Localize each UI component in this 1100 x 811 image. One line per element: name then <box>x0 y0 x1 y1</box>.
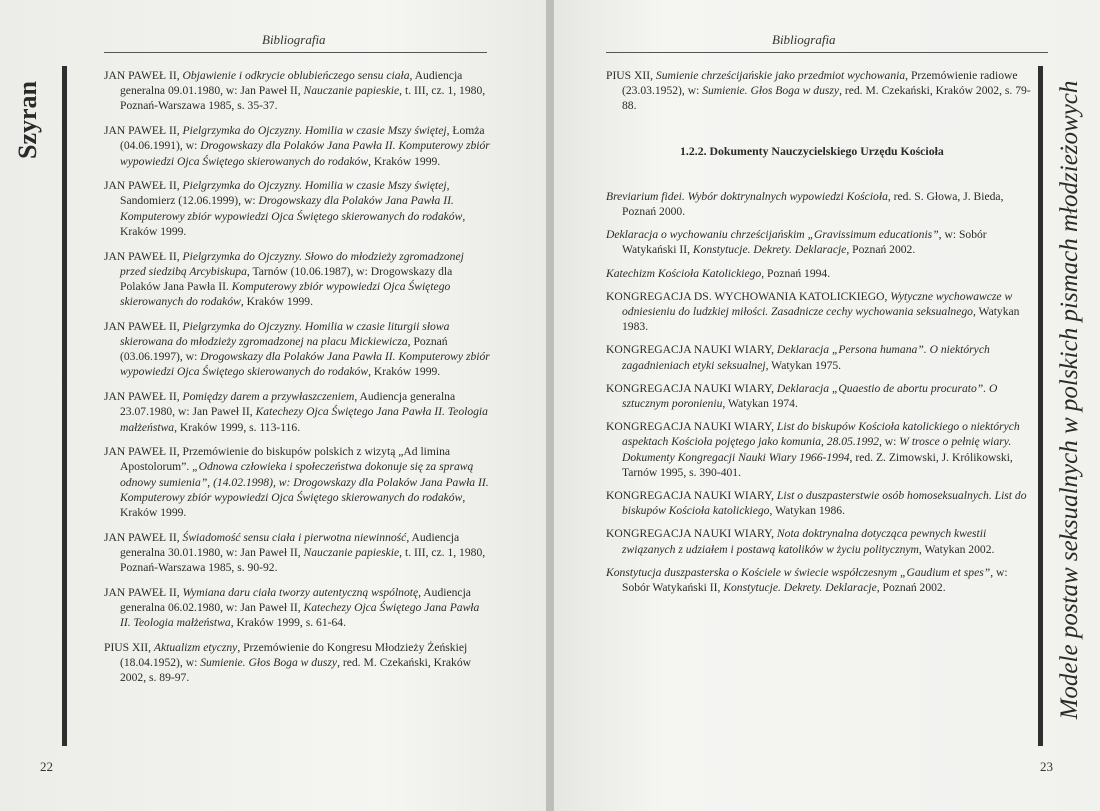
entry-rest2: , Poznań 2002. <box>846 243 916 257</box>
entry-title: Świadomość sensu ciała i pierwotna niewinność <box>182 530 407 544</box>
entry-title: Deklaracja „Persona humana”. O niektórych zagadnieniach etyki seksualnej <box>622 343 990 372</box>
entry-title2: „Odnowa człowieka i społeczeństwa dokonuje się za sprawą odnowy sumienia”, (14.02.1998), w: Drogowskazy dla Polaków Jana Pawła II. Komputerowy zbiór wypowiedzi Ojca Świętego skierowanych do rodaków <box>120 460 489 504</box>
entry-rest: , Audiencja generalna 23.07.1980, w: Jan Paweł II, <box>120 390 456 419</box>
entry-author: JAN PAWEŁ II, <box>104 249 183 263</box>
entry-title2: Drogowskazy dla Polaków Jana Pawła II. Komputerowy zbiór wypowiedzi Ojca Świętego skierowanych do rodaków <box>120 194 463 223</box>
entry-rest2: , Kraków 1999. <box>120 490 466 520</box>
entry-rest2: , Kraków 1999, s. 61-64. <box>230 616 346 630</box>
entry-rest: Przemówienie do biskupów polskich z wizytą „Ad limina Apostolorum”. <box>120 445 451 474</box>
bibliography-entry <box>104 389 490 435</box>
entry-author: PIUS XII, <box>606 69 656 82</box>
entry-rest: , Poznań (03.06.1997), w: <box>120 335 448 364</box>
entry-author: JAN PAWEŁ II, <box>104 390 183 404</box>
entry-author: JAN PAWEŁ II, <box>104 319 183 333</box>
bibliography-entry <box>104 178 490 239</box>
entry-title: Sumienie chrześcijańskie jako przedmiot wychowania <box>655 69 906 82</box>
entry-author: KONGREGACJA NAUKI WIARY, <box>606 489 777 503</box>
bibliography-entry <box>104 249 490 310</box>
bibliography-entry <box>606 266 1036 281</box>
bibliography-entry <box>606 419 1036 480</box>
entry-rest2: , Kraków 1999. <box>368 365 441 379</box>
bibliography-entry <box>606 342 1036 372</box>
author-name: Szyran <box>13 81 42 159</box>
page-number: 23 <box>1040 759 1053 774</box>
entry-rest2: , red. M. Czekański, Kraków 2002, s. 79-88. <box>622 84 1031 113</box>
entry-rest: , Przemówienie radiowe (23.03.1952), w: <box>622 69 1018 98</box>
bibliography-list <box>606 68 1036 603</box>
entry-rest: , Watykan 1974. <box>722 397 798 411</box>
entry-title: Pielgrzymka do Ojczyzny. Homilia w czasie Mszy świętej <box>182 124 447 138</box>
entry-title: Aktualizm etyczny <box>153 641 238 654</box>
entry-author: KONGREGACJA NAUKI WIARY, <box>606 420 777 434</box>
bibliography-entry <box>606 381 1036 411</box>
bibliography-entry <box>104 319 490 380</box>
bibliography-entry <box>104 640 490 686</box>
entry-author: JAN PAWEŁ II, <box>104 445 183 459</box>
running-head: Bibliografia <box>772 32 836 47</box>
entry-rest2: , Kraków 1999. <box>120 209 466 238</box>
entry-author: JAN PAWEŁ II, <box>104 69 183 82</box>
entry-rest2: , red. Z. Zimowski, J. Królikowski, Tarnów 1995, s. 390-401. <box>622 450 1013 479</box>
entry-rest: , Watykan 1975. <box>765 358 842 372</box>
bibliography-entry <box>606 227 1036 257</box>
right-page <box>554 0 1100 811</box>
entry-author: KONGREGACJA NAUKI WIARY, <box>606 381 777 395</box>
entry-rest2: , Kraków 1999. <box>240 295 313 309</box>
entry-rest: , Watykan 2002. <box>918 542 995 556</box>
section-heading: 1.2.2. Dokumenty Nauczycielskiego Urzędu Kościoła <box>680 143 944 158</box>
entry-rest2: , Kraków 1999. <box>368 154 441 168</box>
bibliography-entry <box>606 189 1036 219</box>
entry-rest2: , red. M. Czekański, Kraków 2002, s. 89-97. <box>120 656 472 685</box>
entry-title: Pielgrzymka do Ojczyzny. Homilia w czasie liturgii słowa skierowana do młodzieży zgromadzonej na placu Mickiewicza <box>120 319 450 349</box>
entry-rest: , red. S. Głowa, J. Bieda, Poznań 2000. <box>622 189 1004 219</box>
entry-rest: , Poznań 1994. <box>761 266 831 280</box>
entry-title2: Sumienie. Głos Boga w duszy <box>702 84 840 98</box>
entry-title2: Drogowskazy dla Polaków Jana Pawła II. Komputerowy zbiór wypowiedzi Ojca Świętego skierowanych do rodaków <box>120 139 490 168</box>
entry-title2: Konstytucje. Dekrety. Deklaracje <box>723 581 877 595</box>
bibliography-entry <box>606 68 1036 114</box>
entry-rest: , Audiencja generalna 06.02.1980, w: Jan Paweł II, <box>120 585 471 615</box>
entry-author: JAN PAWEŁ II, <box>104 179 183 193</box>
entry-rest: , w: Sobór Watykański II, <box>622 565 1008 595</box>
entry-title2: Drogowskazy dla Polaków Jana Pawła II. Komputerowy zbiór wypowiedzi Ojca Świętego skierowanych do rodaków <box>120 350 490 379</box>
entry-author: JAN PAWEŁ II, <box>104 124 183 138</box>
bibliography-entry <box>104 123 490 169</box>
running-head: Bibliografia <box>262 32 326 47</box>
entry-rest2: , Poznań 2002. <box>876 581 946 595</box>
entry-title2: Sumienie. Głos Boga w duszy <box>200 656 338 670</box>
entry-title2: Katechezy Ojca Świętego Jana Pawła II. Teologia małżeństwa <box>120 405 488 434</box>
entry-rest: , w: Sobór Watykański II, <box>622 228 987 257</box>
entry-title: Wytyczne wychowawcze w odniesieniu do ludzkiej miłości. Zasadnicze cechy wychowania seksualnego <box>622 289 1013 319</box>
entry-title: Katechizm Kościoła Katolickiego <box>606 266 762 280</box>
entry-author: KONGREGACJA NAUKI WIARY, <box>606 343 777 357</box>
entry-title: Deklaracja o wychowaniu chrześcijańskim „Gravissimum educationis” <box>606 228 939 242</box>
margin-bar <box>1038 66 1043 746</box>
entry-rest: , Watykan 1983. <box>622 305 1020 334</box>
entry-author: KONGREGACJA NAUKI WIARY, <box>606 527 777 541</box>
header-rule <box>104 52 487 53</box>
bibliography-entry <box>606 289 1036 335</box>
entry-rest: , Audiencja generalna 09.01.1980, w: Jan Paweł II, <box>120 69 463 98</box>
entry-author: KONGREGACJA DS. WYCHOWANIA KATOLICKIEGO, <box>606 289 891 303</box>
entry-rest: , Sandomierz (12.06.1999), w: <box>120 179 450 208</box>
entry-title2: Katechezy Ojca Świętego Jana Pawła II. Teologia małżeństwa <box>120 601 480 630</box>
entry-rest: , Tarnów (10.06.1987), w: Drogowskazy dla Polaków Jana Pawła II. <box>120 264 453 293</box>
entry-rest: , Watykan 1986. <box>769 504 845 518</box>
entry-author: PIUS XII, <box>104 641 154 654</box>
bibliography-entry <box>104 585 490 631</box>
bibliography-list <box>104 68 490 695</box>
entry-rest2: , Kraków 1999, s. 113-116. <box>174 420 301 434</box>
bibliography-entry <box>104 444 490 520</box>
entry-title2: W trosce o pełnię wiary. Dokumenty Kongregacji Nauki Wiary 1966-1994 <box>622 435 1012 464</box>
entry-title: Wymiana daru ciała tworzy autentyczną wspólnotę <box>182 585 419 599</box>
entry-title: Pielgrzymka do Ojczyzny. Słowo do młodzieży zgromadzonej przed siedzibą Arcybiskupa <box>120 249 464 278</box>
entry-rest: , Audiencja generalna 30.01.1980, w: Jan Paweł II, <box>120 530 460 559</box>
bibliography-entry <box>104 530 490 576</box>
book-side-title <box>1048 60 1092 740</box>
entry-title: List o duszpasterstwie osób homoseksualnych. List do biskupów Kościoła katolickiego <box>622 489 1027 518</box>
entry-rest: , Przemówienie do Kongresu Młodzieży Żeńskiej (18.04.1952), w: <box>120 641 468 670</box>
entry-rest2: , t. III, cz. 1, 1980, Poznań-Warszawa 1985, s. 90-92. <box>120 545 486 575</box>
bibliography-entry <box>606 488 1036 518</box>
entry-title2: Konstytucje. Dekrety. Deklaracje <box>692 243 847 257</box>
entry-title2: Nauczanie papieskie <box>303 545 400 559</box>
entry-title: Konstytucja duszpasterska o Kościele w świecie współczesnym „Gaudium et spes” <box>606 565 991 579</box>
entry-rest2: , t. III, cz. 1, 1980, Poznań-Warszawa 1985, s. 35-37. <box>120 84 486 113</box>
bibliography-entry <box>606 565 1036 595</box>
margin-bar <box>62 66 67 746</box>
entry-author: JAN PAWEŁ II, <box>104 585 183 599</box>
author-side-title <box>8 60 48 180</box>
header-rule <box>606 52 1048 53</box>
page-number: 22 <box>40 759 53 774</box>
entry-title2: Nauczanie papieskie <box>303 84 400 98</box>
book-title: Modele postaw seksualnych w polskich pismach młodzieżowych <box>1056 80 1083 720</box>
left-page <box>0 0 546 811</box>
entry-title2: Komputerowy zbiór wypowiedzi Ojca Świętego skierowanych do rodaków <box>120 279 451 309</box>
entry-title: Deklaracja „Quaestio de abortu procurato”. O sztucznym poronieniu <box>622 381 998 411</box>
book-gutter <box>546 0 554 811</box>
entry-title: Objawienie i odkrycie oblubieńczego sensu ciała <box>182 69 410 82</box>
entry-title: Pomiędzy darem a przywłaszczeniem <box>182 390 355 404</box>
entry-rest: , w: <box>878 435 900 449</box>
entry-title: Breviarium fidei. Wybór doktrynalnych wypowiedzi Kościoła <box>606 189 888 203</box>
entry-author: JAN PAWEŁ II, <box>104 530 183 544</box>
entry-title: Nota doktrynalna dotycząca pewnych kwestii związanych z udziałem i postawą katolików w życiu politycznym <box>622 527 987 556</box>
bibliography-entry <box>606 526 1036 556</box>
entry-rest: , Łomża (04.06.1991), w: <box>120 124 485 153</box>
bibliography-entry <box>104 68 490 114</box>
entry-title: List do biskupów Kościoła katolickiego o niektórych aspektach Kościoła pojętego jako komunia, 28.05.1992 <box>622 420 1020 449</box>
entry-title: Pielgrzymka do Ojczyzny. Homilia w czasie Mszy świętej <box>182 179 447 193</box>
